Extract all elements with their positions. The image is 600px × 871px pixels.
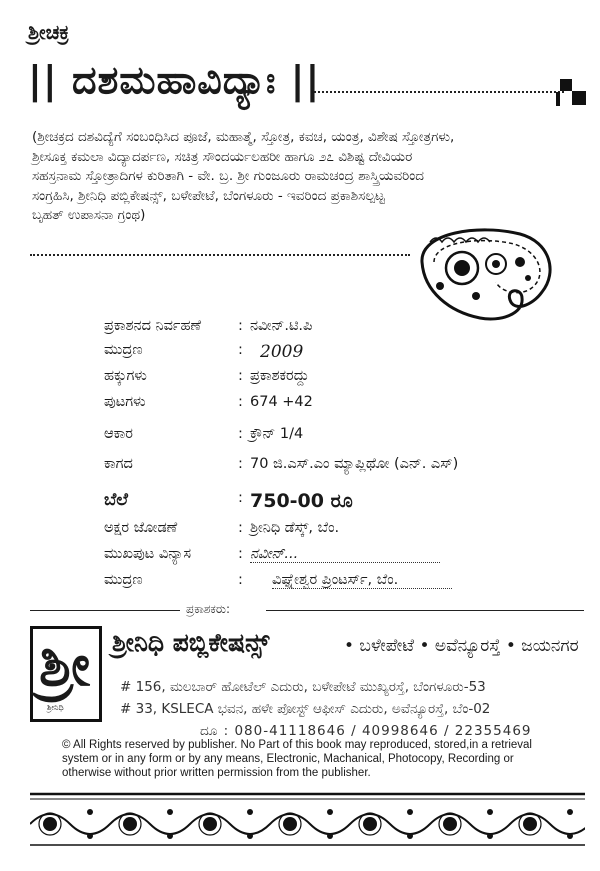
description-line: ಸಂಗ್ರಹಿಸಿ, ಶ್ರೀನಿಧಿ ಪಬ್ಲಿಕೇಷನ್ಸ್, ಬಳೇಪೇಟೆ, ಬೆಂಗಳೂರು - ಇವರಿಂದ ಪ್ರಕಾಶಿಸಲ್ಪಟ್ಟ [32,187,385,204]
detail-separator: : [238,426,243,442]
fill-dotted-rule [272,588,452,589]
detail-value: ನವೀನ್... [250,546,299,562]
copyright-notice: © All Rights reserved by publisher. No Part of this book may reproduced, stored,in a retrieval system or in any form or by any means, Electronic, Machanical, Photocopy, Recording or otherwise without prior written permission from the publisher. [62,739,532,779]
detail-value: ಕ್ರೌನ್ 1/4 [250,426,304,442]
description-line: ಶ್ರೀಸೂಕ್ತ ಕಮಲಾ ವಿದ್ಯಾದರ್ಪಣ, ಸಚಿತ್ರ ಸೌಂದರ್ಯಲಹರೀ ಹಾಗೂ ೨೭ ವಿಶಿಷ್ಟ ದೇವಿಯರ [32,148,413,165]
detail-separator: : [238,572,243,588]
detail-separator: : [238,368,243,384]
detail-value: 70 ಜಿ.ಎಸ್.ಎಂ ಮ್ಯಾಪ್ಲಿಥೋ (ಎನ್. ಎಸ್) [250,456,459,472]
fill-dotted-rule [250,562,440,563]
detail-separator: : [238,394,243,410]
publisher-rule [266,610,584,611]
detail-label: ಮುಖಪುಟ ವಿನ್ಯಾಸ [104,546,192,562]
description-line: ಸಹಸ್ರನಾಮ ಸ್ತೋತ್ರಾದಿಗಳ ಕುರಿತಾಗಿ - ವೇ. ಬ್ರ. ಶ್ರೀ ಗುಂಜೂರು ರಾಮಚಂದ್ರ ಶಾಸ್ತ್ರಿಯವರಿಂದ [32,168,424,184]
description-line: ಬೃಹತ್ ಉಪಾಸನಾ ಗ್ರಂಥ) [32,207,146,223]
detail-value: ವಿಘ್ನೇಶ್ವರ ಪ್ರಿಂಟರ್ಸ್, ಬೆಂ. [272,572,399,588]
detail-label: ಪುಟಗಳು [104,394,146,410]
series-label: ಶ್ರೀಚಕ್ರ [28,20,70,44]
detail-value: 674 +42 [250,394,313,410]
detail-value: ಶ್ರೀನಿಧಿ ಡೆಸ್ಕ್, ಬೆಂ. [250,520,340,536]
book-title: || ದಶಮಹಾವಿದ್ಯಾಃ || [28,58,321,102]
corner-ornament [572,91,586,105]
detail-separator: : [238,546,243,562]
detail-label: ಮುದ್ರಣ [104,342,143,358]
floral-border-icon [30,790,585,850]
detail-label: ಮುದ್ರಣ [104,572,143,588]
detail-label: ಹಕ್ಕುಗಳು [104,368,147,384]
detail-label: ಆಕಾರ [104,426,133,442]
publisher-address: # 156, ಮಲಬಾರ್ ಹೋಟೆಲ್ ಎದುರು, ಬಳೇಪೇಟೆ ಮುಖ್ಯರಸ್ತೆ, ಬೆಂಗಳೂರು-53 [120,679,486,695]
detail-label: ಪ್ರಕಾಶನದ ನಿರ್ವಹಣೆ [104,318,202,334]
publisher-address: # 33, KSLECA ಭವನ, ಹಳೇ ಪೋಸ್ಟ್ ಆಫೀಸ್ ಎದುರು, ಅವೆನ್ಯೂರಸ್ತೆ, ಬೆಂ-02 [120,701,491,717]
detail-separator: : [238,342,243,358]
corner-ornament [556,92,560,106]
logo-glyph: ಶ್ರೀ [39,631,91,699]
detail-separator: : [238,318,243,334]
book-description [32,128,580,226]
detail-label: ಅಕ್ಷರ ಜೋಡಣೆ [104,520,178,536]
detail-value: 2009 [260,342,304,362]
publisher-rule [30,610,180,611]
publisher-caption: ಪ್ರಕಾಶಕರು: [186,602,231,616]
price-label: ಬೆಲೆ [104,490,128,510]
price-value: 750-00 ರೂ [250,490,353,512]
detail-separator: : [238,490,243,506]
detail-separator: : [238,456,243,472]
publisher-name: ಶ್ರೀನಿಧಿ ಪಬ್ಲಿಕೇಷನ್ಸ್ [112,628,270,657]
logo-subtext: ಶ್ರೀನಿಧಿ [47,703,64,712]
detail-separator: : [238,520,243,536]
publisher-logo [30,626,102,722]
publisher-phones: ದೂ : 080-41118646 / 40998646 / 22355469 [200,723,532,739]
detail-value: ಪ್ರಕಾಶಕರದ್ದು [250,368,310,384]
publisher-branches: • ಬಳೇಪೇಟೆ • ಅವೆನ್ಯೂರಸ್ತೆ • ಜಯನಗರ [344,636,579,656]
paisley-ornament-icon [410,222,560,324]
detail-value: ನವೀನ್.ಟಿ.ಪಿ [250,318,313,334]
corner-ornament [560,79,572,91]
detail-label: ಕಾಗದ [104,456,133,472]
description-dotted-rule [30,254,410,256]
description-line: (ಶ್ರೀಚಕ್ರದ ದಶವಿದ್ಯೆಗೆ ಸಂಬಂಧಿಸಿದ ಪೂಜೆ, ಮಹಾತ್ಮೆ, ಸ್ತೋತ್ರ, ಕವಚ, ಯಂತ್ರ, ವಿಶೇಷ ಸ್ತೋತ್ರಗಳು, [32,129,455,145]
title-dotted-rule [314,91,564,93]
